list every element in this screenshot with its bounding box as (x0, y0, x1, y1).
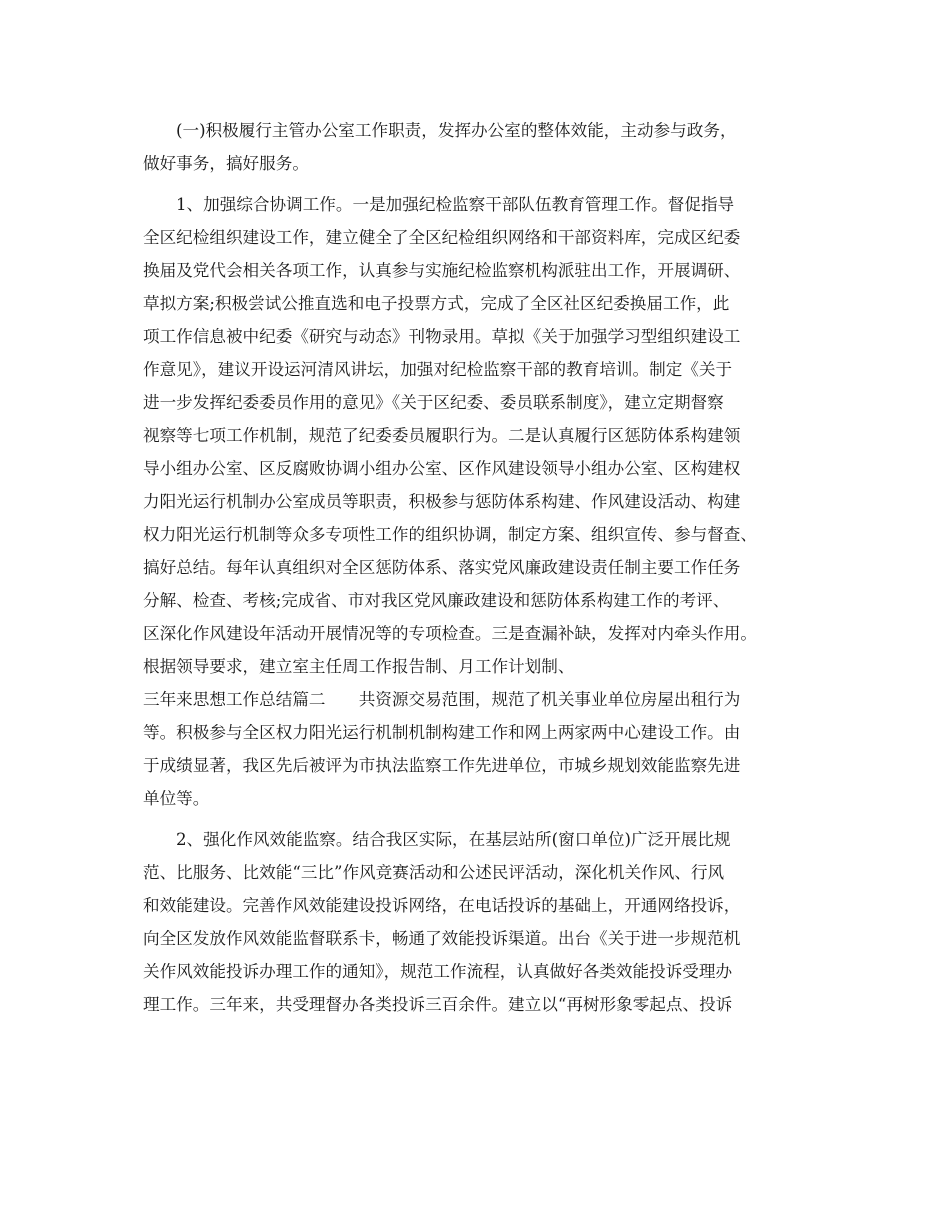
paragraph-line: 2、强化作风效能监察。结合我区实际，在基层站所(窗口单位)广泛开展比规 (176, 830, 731, 849)
paragraph-line: 理工作。三年来，共受理督办各类投诉三百余件。建立以“再树形象零起点、投诉 (143, 995, 733, 1014)
paragraph-line: 搞好总结。每年认真组织对全区惩防体系、落实党风廉政建设责任制主要工作任务 (143, 558, 741, 577)
paragraph-line: 单位等。 (143, 789, 210, 808)
paragraph-line: 全区纪检组织建设工作，建立健全了全区纪检组织网络和干部资料库，完成区纪委 (143, 228, 741, 247)
paragraph-line: 区深化作风建设年活动开展情况等的专项检查。三是查漏补缺，发挥对内牵头作用。 (143, 624, 757, 643)
paragraph-line: 力阳光运行机制办公室成员等职责，积极参与惩防体系构建、作风建设活动、构建 (143, 492, 741, 511)
paragraph-line: 于成绩显著，我区先后被评为市执法监察工作先进单位，市城乡规划效能监察先进 (143, 756, 741, 775)
paragraph-line: 关作风效能投诉办理工作的通知》，规范工作流程，认真做好各类效能投诉受理办 (143, 962, 733, 981)
paragraph-line: 1、加强综合协调工作。一是加强纪检监察干部队伍教育管理工作。督促指导 (176, 195, 735, 214)
paragraph-line: 导小组办公室、区反腐败协调小组办公室、区作风建设领导小组办公室、区构建权 (143, 459, 741, 478)
paragraph-line: 等。积极参与全区权力阳光运行机制机制构建工作和网上两家两中心建设工作。由 (143, 723, 741, 742)
paragraph-line: 范、比服务、比效能“三比”作风竞赛活动和公述民评活动，深化机关作风、行风 (143, 863, 725, 882)
paragraph-line: 权力阳光运行机制等众多专项性工作的组织协调，制定方案、组织宣传、参与督查、 (143, 525, 757, 544)
paragraph-line: 根据领导要求，建立室主任周工作报告制、月工作计划制、 (143, 657, 575, 676)
paragraph-line: 作意见》，建议开设运河清风讲坛，加强对纪检监察干部的教育培训。制定《关于 (143, 360, 733, 379)
paragraph-line: 项工作信息被中纪委《研究与动态》刊物录用。草拟《关于加强学习型组织建设工 (143, 327, 741, 346)
paragraph-line: 做好事务，搞好服务。 (143, 154, 309, 173)
paragraph-line: 分解、检查、考核;完成省、市对我区党风廉政建设和惩防体系构建工作的考评、 (143, 591, 730, 610)
paragraph-line: 草拟方案;积极尝试公推直选和电子投票方式，完成了全区社区纪委换届工作，此 (143, 294, 730, 313)
paragraph-line: 和效能建设。完善作风效能建设投诉网络，在电话投诉的基础上，开通网络投诉， (143, 896, 741, 915)
paragraph-line: 换届及党代会相关各项工作，认真参与实施纪检监察机构派驻出工作，开展调研、 (143, 261, 741, 280)
paragraph-line: 视察等七项工作机制，规范了纪委委员履职行为。二是认真履行区惩防体系构建领 (143, 426, 741, 445)
paragraph-line: 向全区发放作风效能监督联系卡，畅通了效能投诉渠道。出台《关于进一步规范机 (143, 929, 741, 948)
paragraph-line: 三年来思想工作总结篇二 共资源交易范围，规范了机关事业单位房屋出租行为 (143, 690, 741, 709)
paragraph-line: 进一步发挥纪委委员作用的意见》《关于区纪委、委员联系制度》，建立定期督察 (143, 393, 724, 412)
paragraph-line: (一)积极履行主管办公室工作职责，发挥办公室的整体效能，主动参与政务， (176, 121, 737, 140)
